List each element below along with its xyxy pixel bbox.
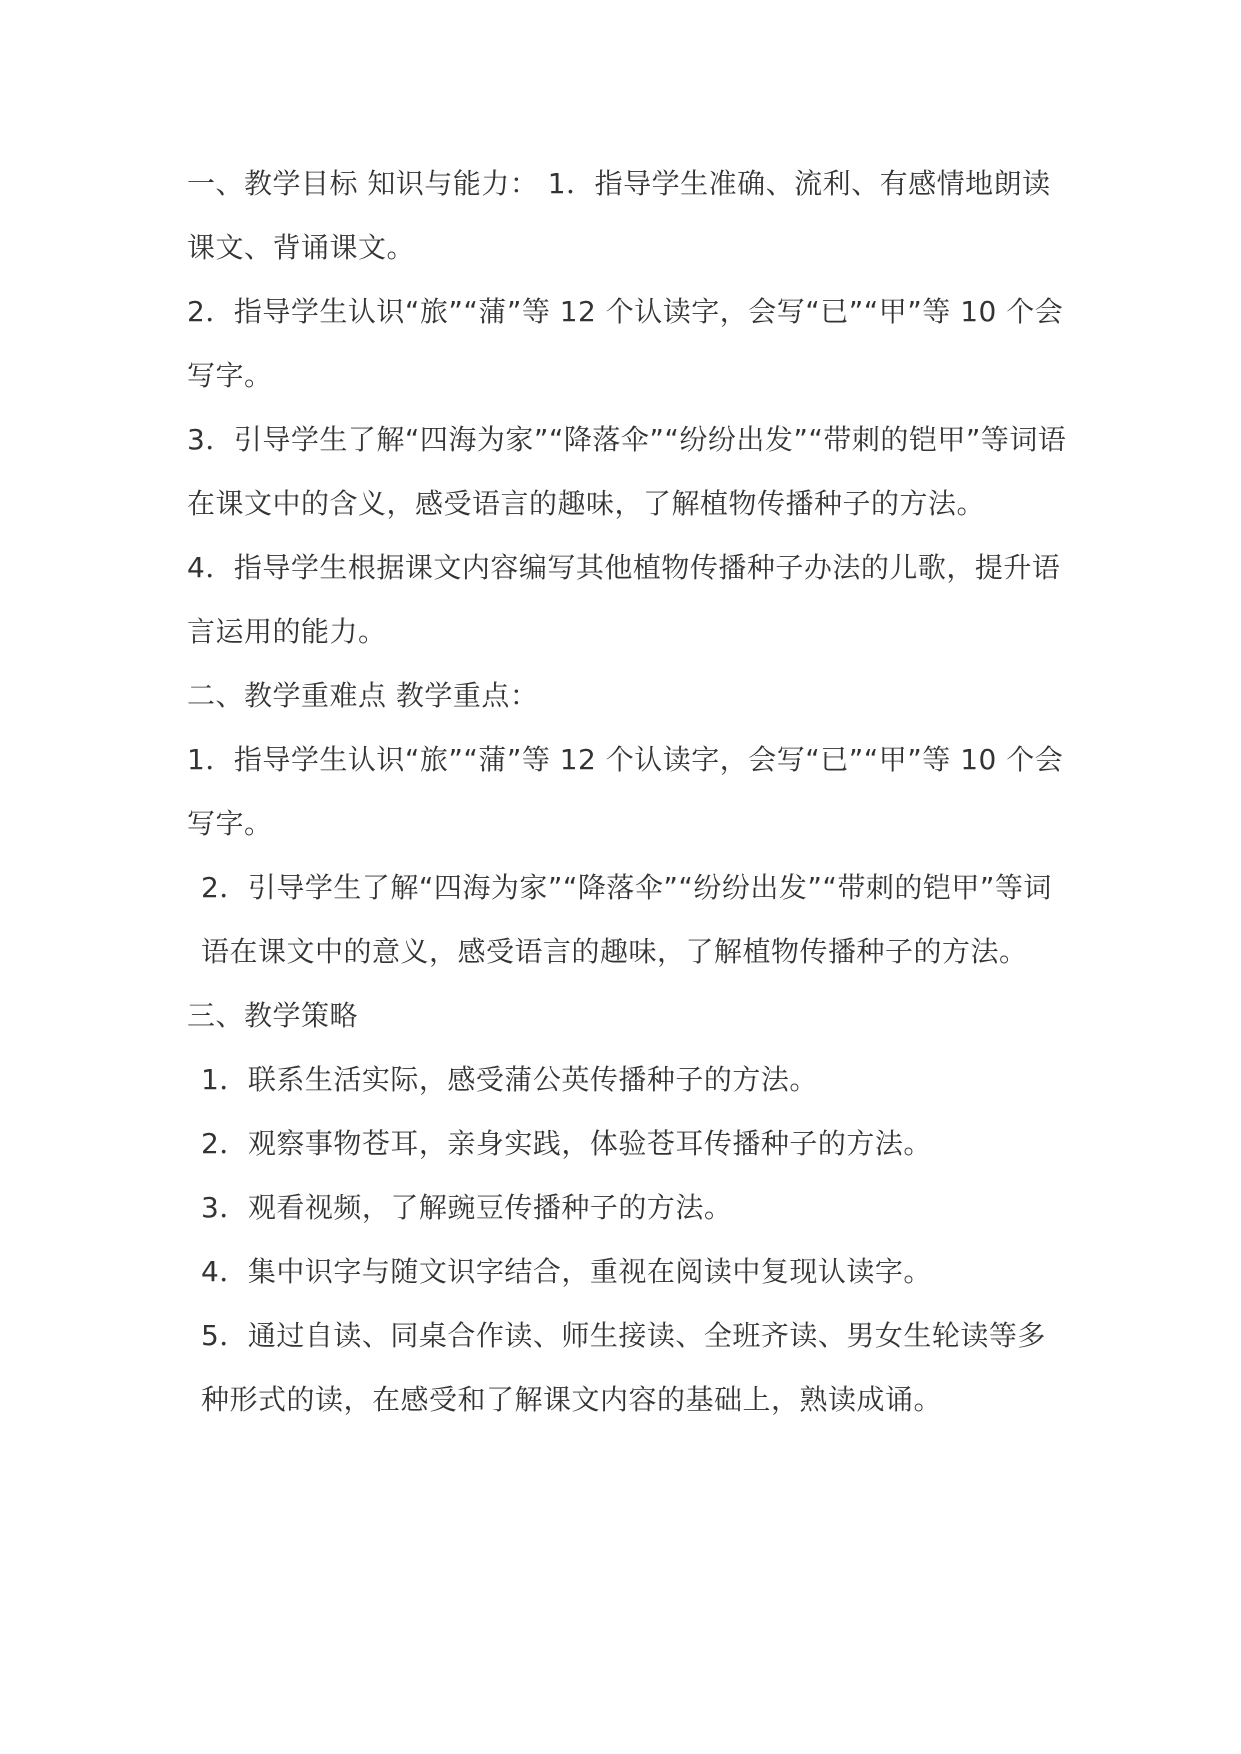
paragraph-key-points-heading: 二、教学重难点 教学重点： (187, 679, 539, 712)
paragraph-strategy-4: 4．集中识字与随文识字结合，重视在阅读中复现认读字。 (201, 1255, 932, 1288)
paragraph-objective-3: 3．引导学生了解“四海为家”“降落伞”“纷纷出发”“带刺的铠甲”等词语在课文中的含义，感受语言的趣味，了解植物传播种子的方法。 (187, 423, 1067, 520)
paragraph-key-point-1: 1．指导学生认识“旅”“蒲”等 12 个认读字，会写“已”“甲”等 10 个会写字。 (187, 743, 1064, 840)
paragraph-strategy-3: 3．观看视频，了解豌豆传播种子的方法。 (201, 1191, 733, 1224)
paragraph-objective-2: 2．指导学生认识“旅”“蒲”等 12 个认读字，会写“已”“甲”等 10 个会写字。 (187, 295, 1064, 392)
paragraph-strategy-2: 2．观察事物苍耳，亲身实践，体验苍耳传播种子的方法。 (201, 1127, 932, 1160)
document-body (187, 152, 1067, 1432)
paragraph-strategy-1: 1．联系生活实际，感受蒲公英传播种子的方法。 (201, 1063, 818, 1096)
paragraph-key-point-2: 2．引导学生了解“四海为家”“降落伞”“纷纷出发”“带刺的铠甲”等词语在课文中的意义，感受语言的趣味，了解植物传播种子的方法。 (201, 871, 1052, 968)
paragraph-strategy-heading: 三、教学策略 (187, 999, 359, 1032)
paragraph-objective-4: 4．指导学生根据课文内容编写其他植物传播种子办法的儿歌，提升语言运用的能力。 (187, 551, 1061, 648)
paragraph-objectives-heading: 一、教学目标 知识与能力： 1．指导学生准确、流利、有感情地朗读课文、背诵课文。 (187, 167, 1051, 264)
paragraph-strategy-5: 5．通过自读、同桌合作读、师生接读、全班齐读、男女生轮读等多种形式的读，在感受和了解课文内容的基础上，熟读成诵。 (201, 1319, 1046, 1416)
